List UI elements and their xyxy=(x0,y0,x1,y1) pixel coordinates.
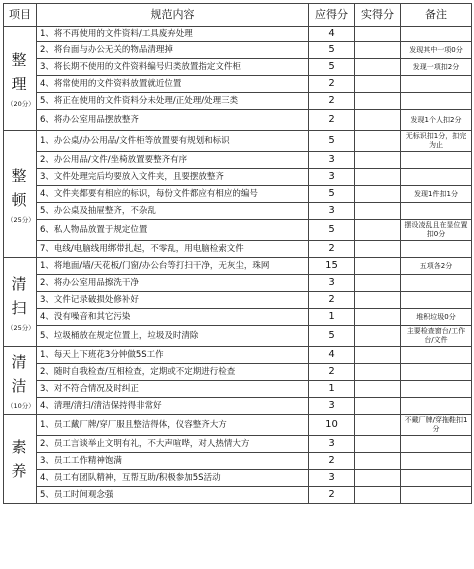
table-row xyxy=(4,415,472,436)
score-cell: 5 xyxy=(309,42,355,59)
note-cell xyxy=(401,241,472,258)
table-row xyxy=(4,487,472,504)
table-row xyxy=(4,436,472,453)
score-cell: 2 xyxy=(309,292,355,309)
category-name-char: 整 xyxy=(11,51,29,70)
category-score-label: （10分） xyxy=(7,402,35,411)
note-cell xyxy=(401,93,472,110)
table-row xyxy=(4,42,472,59)
table-row xyxy=(4,398,472,415)
actual-score-cell xyxy=(355,347,401,364)
actual-score-cell xyxy=(355,258,401,275)
table-row xyxy=(4,309,472,326)
note-cell: 摆设凌乱且在显位置扣0分 xyxy=(401,220,472,241)
content-cell: 5、垃圾桶放在规定位置上，垃圾及时清除 xyxy=(37,326,309,347)
table-row xyxy=(4,110,472,131)
note-cell xyxy=(401,470,472,487)
table-row xyxy=(4,364,472,381)
note-cell: 五项各2分 xyxy=(401,258,472,275)
actual-score-cell xyxy=(355,27,401,42)
header-row xyxy=(4,4,472,27)
actual-score-cell xyxy=(355,309,401,326)
note-cell xyxy=(401,292,472,309)
actual-score-cell xyxy=(355,398,401,415)
note-cell xyxy=(401,398,472,415)
category-name-char: 顿 xyxy=(11,190,29,209)
score-cell: 5 xyxy=(309,220,355,241)
score-cell: 3 xyxy=(309,169,355,186)
table-row xyxy=(4,93,472,110)
content-cell: 6、私人物品放置于规定位置 xyxy=(37,220,309,241)
table-row xyxy=(4,152,472,169)
note-cell xyxy=(401,453,472,470)
score-cell: 4 xyxy=(309,27,355,42)
note-cell xyxy=(401,76,472,93)
score-cell: 2 xyxy=(309,487,355,504)
note-cell xyxy=(401,275,472,292)
content-cell: 4、清理/清扫/清洁保持得非常好 xyxy=(37,398,309,415)
category-name-char: 理 xyxy=(11,75,29,94)
actual-score-cell xyxy=(355,364,401,381)
table-row xyxy=(4,347,472,364)
content-cell: 1、每天上下班花3分钟做5S工作 xyxy=(37,347,309,364)
actual-score-cell xyxy=(355,42,401,59)
actual-score-cell xyxy=(355,275,401,292)
content-cell: 7、电线/电脑线用绑带扎起，不零乱，用电脑检索文件 xyxy=(37,241,309,258)
score-cell: 2 xyxy=(309,110,355,131)
content-cell: 3、对不符合情况及时纠正 xyxy=(37,381,309,398)
header-actual: 实得分 xyxy=(355,4,401,27)
score-cell: 5 xyxy=(309,131,355,152)
content-cell: 2、办公用品/文件/坐椅放置要整齐有序 xyxy=(37,152,309,169)
category-cell xyxy=(4,347,37,415)
note-cell: 发现1件扣1分 xyxy=(401,186,472,203)
content-cell: 1、办公桌/办公用品/文件柜等放置要有规划和标识 xyxy=(37,131,309,152)
category-name-char: 素 xyxy=(11,438,29,456)
content-cell: 3、文件记录破损处修补好 xyxy=(37,292,309,309)
actual-score-cell xyxy=(355,203,401,220)
actual-score-cell xyxy=(355,381,401,398)
table-row xyxy=(4,59,472,76)
actual-score-cell xyxy=(355,453,401,470)
content-cell: 5、办公桌及抽屉整齐，不杂乱 xyxy=(37,203,309,220)
note-cell xyxy=(401,203,472,220)
score-cell: 2 xyxy=(309,241,355,258)
score-cell: 3 xyxy=(309,275,355,292)
note-cell: 主要检查窗台/工作台/文件 xyxy=(401,326,472,347)
table-row xyxy=(4,381,472,398)
table-row xyxy=(4,131,472,152)
actual-score-cell xyxy=(355,487,401,504)
header-note: 备注 xyxy=(401,4,472,27)
content-cell: 3、员工工作精神饱满 xyxy=(37,453,309,470)
actual-score-cell xyxy=(355,470,401,487)
actual-score-cell xyxy=(355,326,401,347)
note-cell: 发现1个人扣2分 xyxy=(401,110,472,131)
score-cell: 5 xyxy=(309,326,355,347)
content-cell: 3、将长期不使用的文件资料编号归类放置指定文件柜 xyxy=(37,59,309,76)
category-score-label: （25分） xyxy=(7,215,35,224)
5s-inspection-table xyxy=(3,3,472,504)
score-cell: 3 xyxy=(309,203,355,220)
category-name-char: 清 xyxy=(11,353,29,372)
content-cell: 4、没有噪音和其它污染 xyxy=(37,309,309,326)
content-cell: 2、将台面与办公无关的物品清理掉 xyxy=(37,42,309,59)
score-cell: 15 xyxy=(309,258,355,275)
category-score-label: （25分） xyxy=(7,323,35,332)
score-cell: 3 xyxy=(309,470,355,487)
actual-score-cell xyxy=(355,169,401,186)
content-cell: 1、员工戴厂牌/穿厂服且整洁得体，仪容整齐大方 xyxy=(37,415,309,436)
category-cell xyxy=(4,415,37,504)
score-cell: 3 xyxy=(309,152,355,169)
actual-score-cell xyxy=(355,220,401,241)
note-cell xyxy=(401,487,472,504)
note-cell xyxy=(401,152,472,169)
score-cell: 1 xyxy=(309,309,355,326)
category-cell xyxy=(4,131,37,258)
note-cell xyxy=(401,364,472,381)
table-row xyxy=(4,258,472,275)
content-cell: 4、员工有团队精神，互帮互助/积极参加5S活动 xyxy=(37,470,309,487)
actual-score-cell xyxy=(355,436,401,453)
note-cell xyxy=(401,436,472,453)
note-cell: 发现其中一项0分 xyxy=(401,42,472,59)
category-name-char: 清 xyxy=(11,274,29,293)
score-cell: 10 xyxy=(309,415,355,436)
score-cell: 3 xyxy=(309,436,355,453)
score-cell: 2 xyxy=(309,453,355,470)
table-row xyxy=(4,27,472,42)
category-cell xyxy=(4,27,37,131)
category-name-char: 洁 xyxy=(11,377,29,396)
note-cell xyxy=(401,381,472,398)
content-cell: 4、将常使用的文件资料放置就近位置 xyxy=(37,76,309,93)
score-cell: 5 xyxy=(309,59,355,76)
content-cell: 6、将办公室用品摆放整齐 xyxy=(37,110,309,131)
content-cell: 2、将办公室用品擦洗干净 xyxy=(37,275,309,292)
table-row xyxy=(4,470,472,487)
note-cell: 发现一项扣2分 xyxy=(401,59,472,76)
score-cell: 3 xyxy=(309,398,355,415)
header-content: 规范内容 xyxy=(37,4,309,27)
note-cell xyxy=(401,169,472,186)
header-item: 项目 xyxy=(4,4,37,27)
category-name-char: 整 xyxy=(11,166,29,185)
table-row xyxy=(4,275,472,292)
actual-score-cell xyxy=(355,292,401,309)
table-row xyxy=(4,76,472,93)
actual-score-cell xyxy=(355,186,401,203)
table-row xyxy=(4,292,472,309)
table-row xyxy=(4,241,472,258)
actual-score-cell xyxy=(355,110,401,131)
score-cell: 5 xyxy=(309,186,355,203)
content-cell: 1、将不再使用的文件资料/工具废弃处理 xyxy=(37,27,309,42)
content-cell: 5、员工时间观念强 xyxy=(37,487,309,504)
content-cell: 3、文件处理完后均要放入文件夹，且要摆放整齐 xyxy=(37,169,309,186)
category-name-char: 扫 xyxy=(11,298,29,317)
content-cell: 4、文件夹都要有相应的标识，每份文件都应有相应的编号 xyxy=(37,186,309,203)
score-cell: 2 xyxy=(309,364,355,381)
actual-score-cell xyxy=(355,415,401,436)
actual-score-cell xyxy=(355,93,401,110)
category-score-label: （20分） xyxy=(7,100,35,109)
table-row xyxy=(4,326,472,347)
table-row xyxy=(4,453,472,470)
note-cell: 堆积垃圾0分 xyxy=(401,309,472,326)
table-row xyxy=(4,203,472,220)
score-cell: 2 xyxy=(309,93,355,110)
score-cell: 1 xyxy=(309,381,355,398)
score-cell: 2 xyxy=(309,76,355,93)
content-cell: 2、随时自我检查/互相检查，定期或不定期进行检查 xyxy=(37,364,309,381)
table-row xyxy=(4,220,472,241)
actual-score-cell xyxy=(355,76,401,93)
table-row xyxy=(4,169,472,186)
header-score: 应得分 xyxy=(309,4,355,27)
actual-score-cell xyxy=(355,59,401,76)
actual-score-cell xyxy=(355,131,401,152)
content-cell: 1、将地面/墙/天花板/门窗/办公台等打扫干净，无灰尘，珠网 xyxy=(37,258,309,275)
table-row xyxy=(4,186,472,203)
content-cell: 5、将正在使用的文件资料分未处理/正处理/处理三类 xyxy=(37,93,309,110)
score-cell: 4 xyxy=(309,347,355,364)
content-cell: 2、员工言谈举止文明有礼，不大声喧哗，对人热情大方 xyxy=(37,436,309,453)
category-cell xyxy=(4,258,37,347)
note-cell: 不戴厂牌/穿拖鞋扣1分 xyxy=(401,415,472,436)
category-name-char: 养 xyxy=(11,462,29,480)
actual-score-cell xyxy=(355,241,401,258)
actual-score-cell xyxy=(355,152,401,169)
note-cell: 无标识扣1分，扣完为止 xyxy=(401,131,472,152)
note-cell xyxy=(401,27,472,42)
note-cell xyxy=(401,347,472,364)
